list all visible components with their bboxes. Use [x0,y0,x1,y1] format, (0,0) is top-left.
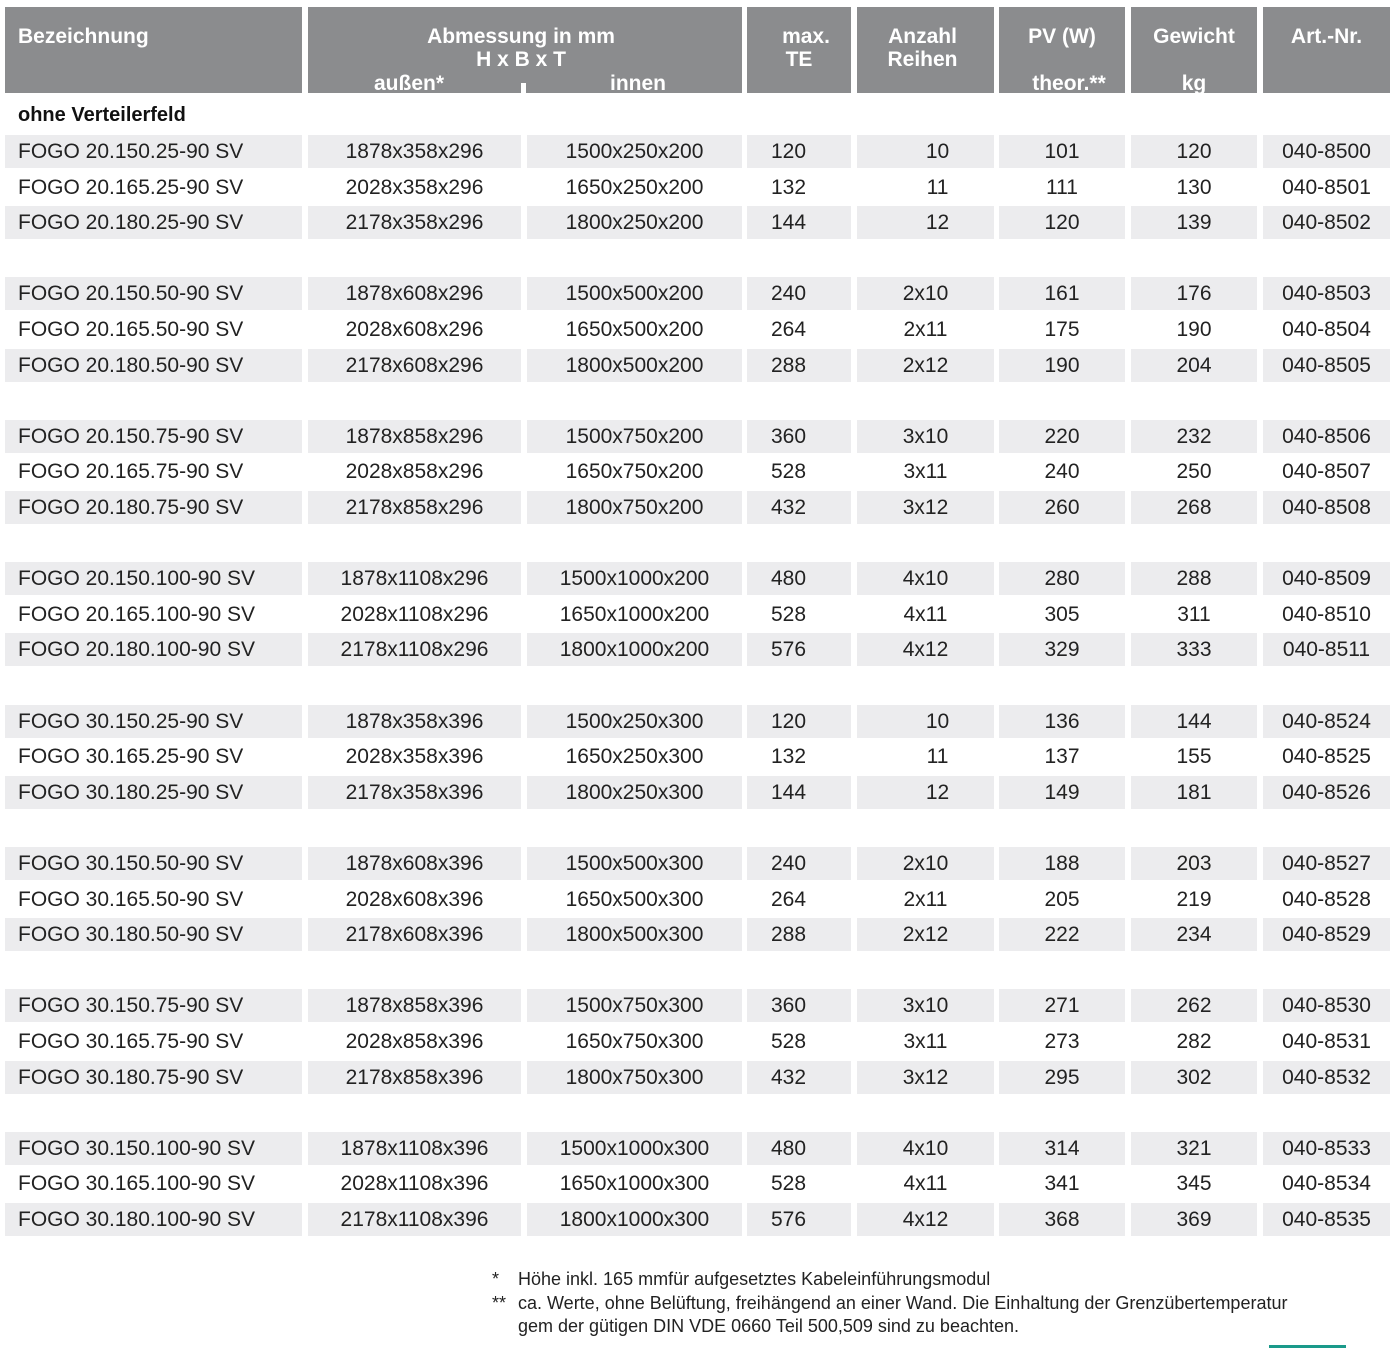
cell-reihen: 4x12 [857,633,994,666]
cell-kg: 190 [1176,318,1212,341]
footnote-2-text: ca. Werte, ohne Belüftung, freihängend an einer Wand. Die Einhaltung der Grenzübertemperatur [518,1293,1288,1313]
cell-aussen: 2028x358x396 [345,745,484,769]
cell-innen: 1800x1000x200 [527,633,742,666]
cell-pv: 149 [999,776,1125,809]
accent-line [1269,1345,1346,1348]
table-row [0,847,1400,880]
cell-kg: 311 [1177,602,1211,626]
cell-pv: 295 [999,1061,1125,1094]
cell-name: FOGO 20.180.50-90 SV [5,349,302,382]
cell-te: 528 [770,1030,807,1053]
cell-reihen: 4x10 [857,1132,994,1165]
cell-te: 576 [747,1203,851,1236]
cell-aussen: 2028x858x396 [345,1030,484,1053]
cell-kg: 369 [1131,1203,1257,1236]
cell-te: 480 [747,562,851,595]
cell-innen: 1650x250x200 [565,175,704,199]
header-aussen: außen* [374,72,445,95]
table-row [0,883,1400,916]
table-row [0,1132,1400,1165]
cell-pv: 190 [999,349,1125,382]
cell-art: 040-8503 [1263,277,1390,310]
cell-aussen: 1878x1108x396 [308,1132,521,1165]
cell-te: 288 [747,349,851,382]
cell-innen: 1500x500x300 [527,847,742,880]
cell-kg: 288 [1131,562,1257,595]
cell-aussen: 1878x608x296 [308,277,521,310]
table-row [0,989,1400,1022]
footnote-1-text: Höhe inkl. 165 mmfür aufgesetztes Kabeleinführungsmodul [518,1269,991,1289]
cell-reihen: 3x10 [857,420,994,453]
cell-reihen: 10 [857,705,994,738]
header-innen: innen [610,72,666,95]
cell-name: FOGO 20.180.100-90 SV [5,633,302,666]
cell-kg: 130 [1176,175,1212,199]
cell-reihen: 2x11 [903,887,948,911]
cell-art: 040-8529 [1263,918,1390,951]
cell-pv: 137 [1044,745,1080,769]
cell-kg: 139 [1131,206,1257,239]
cell-name: FOGO 20.165.25-90 SV [18,175,244,199]
cell-innen: 1500x1000x200 [527,562,742,595]
cell-art: 040-8528 [1282,887,1371,911]
table-row [0,349,1400,382]
header-te-line1: max. [782,25,830,48]
cell-kg: 345 [1176,1172,1212,1196]
cell-art: 040-8506 [1263,420,1390,453]
table-row [0,171,1400,204]
header-divider [521,83,526,93]
header-abmessung [308,7,742,93]
cell-pv: 280 [999,562,1125,595]
cell-art: 040-8526 [1263,776,1390,809]
header-pv [999,7,1125,93]
cell-name: FOGO 30.150.100-90 SV [5,1132,302,1165]
cell-pv: 260 [999,491,1125,524]
cell-pv: 188 [999,847,1125,880]
table-row [0,313,1400,346]
cell-reihen: 11 [926,745,949,769]
header-reihen [857,7,994,93]
cell-aussen: 2178x608x396 [308,918,521,951]
footnote-1-mark: * [492,1269,500,1289]
header-reihen-line2: Reihen [887,48,958,71]
cell-aussen: 1878x858x396 [308,989,521,1022]
cell-art: 040-8532 [1263,1061,1390,1094]
cell-kg: 181 [1131,776,1257,809]
cell-art: 040-8500 [1263,135,1390,168]
cell-art: 040-8510 [1282,602,1371,626]
table-row [0,740,1400,773]
cell-reihen: 11 [926,175,949,199]
cell-innen: 1800x750x200 [527,491,742,524]
cell-kg: 203 [1131,847,1257,880]
cell-name: FOGO 30.180.100-90 SV [5,1203,302,1236]
footnote-2-mark: ** [492,1293,507,1313]
cell-pv: 111 [1046,175,1078,199]
cell-reihen: 4x11 [903,602,948,626]
cell-aussen: 2028x1108x396 [340,1172,489,1196]
footnote-3-text: gem der gütigen DIN VDE 0660 Teil 500,509 sind zu beachten. [518,1316,1019,1336]
cell-art: 040-8507 [1282,460,1371,484]
header-gewicht-line1: Gewicht [1153,25,1235,48]
cell-innen: 1650x500x300 [565,887,704,911]
table-row [0,455,1400,488]
table-row [0,598,1400,631]
cell-te: 432 [747,1061,851,1094]
cell-name: FOGO 30.165.25-90 SV [18,745,244,769]
cell-name: FOGO 30.180.50-90 SV [5,918,302,951]
cell-art: 040-8535 [1263,1203,1390,1236]
cell-name: FOGO 20.165.75-90 SV [18,460,244,484]
cell-innen: 1650x750x200 [565,460,704,484]
header-abmessung-line2: H x B x T [476,48,566,71]
cell-kg: 204 [1131,349,1257,382]
table-row [0,491,1400,524]
cell-art: 040-8504 [1282,318,1371,341]
cell-kg: 155 [1176,745,1212,769]
cell-aussen: 2178x1108x296 [308,633,521,666]
cell-innen: 1650x1000x200 [559,602,710,626]
cell-pv: 161 [999,277,1125,310]
cell-innen: 1500x1000x300 [527,1132,742,1165]
table-row [0,918,1400,951]
table-row [0,776,1400,809]
cell-aussen: 2028x608x296 [345,318,484,341]
cell-aussen: 2178x858x396 [308,1061,521,1094]
cell-te: 528 [770,602,807,626]
cell-name: FOGO 30.165.50-90 SV [18,887,244,911]
cell-te: 576 [747,633,851,666]
cell-art: 040-8524 [1263,705,1390,738]
cell-aussen: 2028x858x296 [345,460,484,484]
cell-name: FOGO 20.150.100-90 SV [5,562,302,595]
header-pv-line1: PV (W) [1028,25,1096,48]
cell-art: 040-8530 [1263,989,1390,1022]
cell-art: 040-8534 [1282,1172,1371,1196]
cell-aussen: 2178x608x296 [308,349,521,382]
cell-reihen: 4x11 [903,1172,948,1196]
cell-te: 288 [747,918,851,951]
cell-reihen: 4x12 [857,1203,994,1236]
cell-reihen: 3x11 [903,460,948,484]
cell-aussen: 2178x358x396 [308,776,521,809]
cell-innen: 1500x250x200 [527,135,742,168]
cell-pv: 273 [1044,1030,1080,1053]
header-te-line2: TE [785,48,813,71]
cell-reihen: 3x12 [857,1061,994,1094]
cell-reihen: 2x11 [903,318,948,341]
cell-art: 040-8501 [1282,175,1371,199]
cell-pv: 222 [999,918,1125,951]
cell-innen: 1650x1000x300 [559,1172,710,1196]
cell-aussen: 2028x608x396 [345,887,484,911]
cell-te: 528 [770,460,807,484]
cell-te: 144 [747,776,851,809]
table-row [0,562,1400,595]
cell-reihen: 2x10 [857,277,994,310]
cell-innen: 1500x750x300 [527,989,742,1022]
cell-aussen: 2178x358x296 [308,206,521,239]
cell-name: FOGO 30.180.75-90 SV [5,1061,302,1094]
cell-aussen: 2028x358x296 [345,175,484,199]
cell-aussen: 2178x858x296 [308,491,521,524]
cell-reihen: 3x12 [857,491,994,524]
table-row [0,277,1400,310]
cell-innen: 1800x250x300 [527,776,742,809]
cell-kg: 262 [1131,989,1257,1022]
cell-innen: 1500x500x200 [527,277,742,310]
cell-te: 480 [747,1132,851,1165]
cell-pv: 305 [1044,602,1080,626]
cell-art: 040-8508 [1263,491,1390,524]
cell-innen: 1800x1000x300 [527,1203,742,1236]
cell-te: 264 [770,887,807,911]
cell-aussen: 2028x1108x296 [340,602,489,626]
footnote-3 [492,1315,1019,1337]
table-row [0,1061,1400,1094]
cell-kg: 282 [1176,1030,1212,1053]
cell-reihen: 4x10 [857,562,994,595]
cell-reihen: 2x10 [857,847,994,880]
cell-name: FOGO 20.165.100-90 SV [18,602,255,626]
cell-kg: 234 [1131,918,1257,951]
header-bezeichnung [5,7,302,93]
cell-te: 240 [747,847,851,880]
cell-kg: 321 [1131,1132,1257,1165]
cell-kg: 176 [1131,277,1257,310]
cell-reihen: 2x12 [857,918,994,951]
cell-pv: 329 [999,633,1125,666]
cell-aussen: 1878x608x396 [308,847,521,880]
header-pv-line2: theor.** [1032,72,1106,95]
header-reihen-line1: Anzahl [888,25,957,48]
section-label: ohne Verteilerfeld [18,104,186,126]
cell-art: 040-8511 [1263,633,1390,666]
cell-te: 144 [747,206,851,239]
table-row [0,705,1400,738]
cell-innen: 1800x250x200 [527,206,742,239]
cell-te: 120 [747,135,851,168]
cell-kg: 232 [1131,420,1257,453]
cell-aussen: 1878x1108x296 [308,562,521,595]
cell-name: FOGO 30.150.50-90 SV [5,847,302,880]
cell-te: 120 [747,705,851,738]
header-artnr-label: Art.-Nr. [1290,25,1363,48]
cell-reihen: 2x12 [857,349,994,382]
cell-kg: 250 [1176,460,1212,484]
cell-innen: 1650x250x300 [565,745,704,769]
header-gewicht [1131,7,1257,93]
cell-innen: 1500x750x200 [527,420,742,453]
cell-aussen: 1878x358x296 [308,135,521,168]
cell-name: FOGO 30.180.25-90 SV [5,776,302,809]
footnote-1 [492,1268,990,1290]
cell-kg: 144 [1131,705,1257,738]
cell-pv: 271 [999,989,1125,1022]
cell-name: FOGO 20.150.50-90 SV [5,277,302,310]
cell-te: 360 [747,420,851,453]
cell-art: 040-8505 [1263,349,1390,382]
cell-te: 132 [770,175,807,199]
cell-name: FOGO 20.150.75-90 SV [5,420,302,453]
cell-reihen: 12 [857,776,994,809]
cell-pv: 175 [1044,318,1080,341]
cell-name: FOGO 30.165.100-90 SV [18,1172,255,1196]
cell-art: 040-8533 [1263,1132,1390,1165]
cell-pv: 314 [999,1132,1125,1165]
cell-te: 132 [770,745,807,769]
cell-pv: 101 [999,135,1125,168]
table-row [0,135,1400,168]
cell-te: 360 [747,989,851,1022]
cell-pv: 220 [999,420,1125,453]
table-row [0,206,1400,239]
cell-kg: 120 [1131,135,1257,168]
cell-kg: 268 [1131,491,1257,524]
cell-reihen: 10 [857,135,994,168]
cell-name: FOGO 20.150.25-90 SV [5,135,302,168]
table-row [0,1203,1400,1236]
cell-pv: 136 [999,705,1125,738]
cell-reihen: 12 [857,206,994,239]
cell-innen: 1500x250x300 [527,705,742,738]
cell-aussen: 1878x358x396 [308,705,521,738]
cell-innen: 1800x500x200 [527,349,742,382]
cell-te: 240 [747,277,851,310]
table-row [0,1167,1400,1200]
table-row [0,1025,1400,1058]
cell-reihen: 3x11 [903,1030,948,1053]
cell-aussen: 2178x1108x396 [308,1203,521,1236]
cell-kg: 333 [1131,633,1257,666]
cell-kg: 219 [1176,887,1212,911]
table-row [0,633,1400,666]
cell-name: FOGO 20.180.75-90 SV [5,491,302,524]
cell-reihen: 3x10 [857,989,994,1022]
cell-art: 040-8525 [1282,745,1371,769]
cell-pv: 341 [1044,1172,1080,1196]
cell-art: 040-8509 [1263,562,1390,595]
cell-te: 432 [747,491,851,524]
cell-art: 040-8531 [1282,1030,1371,1053]
cell-te: 528 [770,1172,807,1196]
header-abmessung-line1: Abmessung in mm [427,25,615,48]
cell-pv: 120 [999,206,1125,239]
cell-innen: 1650x500x200 [565,318,704,341]
cell-name: FOGO 30.150.25-90 SV [5,705,302,738]
cell-art: 040-8527 [1263,847,1390,880]
cell-te: 264 [770,318,807,341]
cell-pv: 240 [1044,460,1080,484]
cell-pv: 368 [999,1203,1125,1236]
cell-innen: 1650x750x300 [565,1030,704,1053]
cell-name: FOGO 20.165.50-90 SV [18,318,244,341]
cell-art: 040-8502 [1263,206,1390,239]
header-bezeichnung-label: Bezeichnung [18,25,149,48]
cell-kg: 302 [1131,1061,1257,1094]
footnote-2 [492,1292,1287,1314]
header-gewicht-line2: kg [1181,72,1207,95]
cell-innen: 1800x750x300 [527,1061,742,1094]
table-row [0,420,1400,453]
cell-name: FOGO 30.165.75-90 SV [18,1030,244,1053]
cell-name: FOGO 30.150.75-90 SV [5,989,302,1022]
cell-innen: 1800x500x300 [527,918,742,951]
header-te [747,7,851,93]
cell-name: FOGO 20.180.25-90 SV [5,206,302,239]
cell-aussen: 1878x858x296 [308,420,521,453]
cell-pv: 205 [1044,887,1080,911]
header-artnr [1263,7,1390,93]
